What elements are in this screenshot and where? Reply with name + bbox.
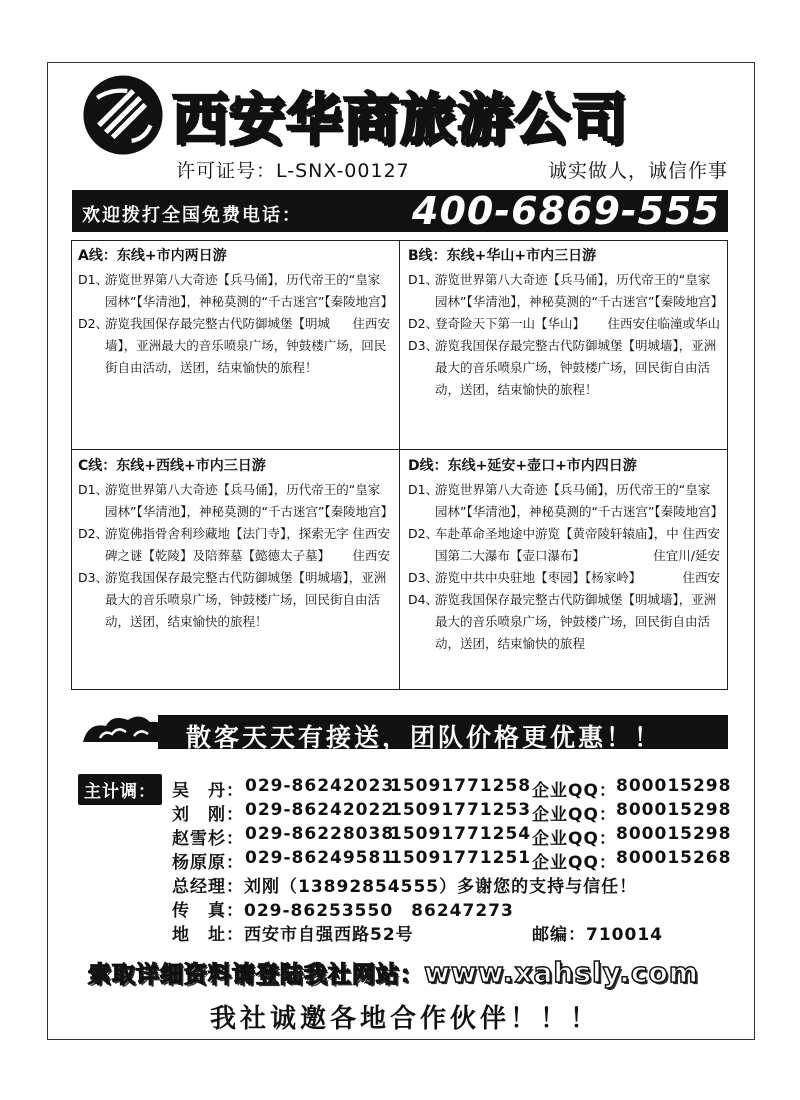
route-c xyxy=(78,455,394,633)
address-line: 地 址：西安市自强西路52号 xyxy=(172,925,414,945)
route-day: D2、 登奇险天下第一山【华山】 住西安 xyxy=(408,316,645,331)
postcode: 邮编：710014 xyxy=(532,925,663,945)
route-title: B线：东线+华山+市内三日游 xyxy=(408,248,597,264)
route-title: D线：东线+延安+壶口+市内四日游 xyxy=(408,458,637,474)
website-prefix: 索取详细资料请登陆我社网站： xyxy=(88,962,424,988)
promo-bar xyxy=(158,715,728,752)
grid-divider-horizontal xyxy=(72,449,727,450)
route-day: D3、 游览我国保存最完整古代防御城堡【明城墙】，亚洲最大的音乐喷泉广场，钟鼓楼广场，回民街自由活动，送团，结束愉快的旅程！ xyxy=(408,338,717,397)
route-day: D3、 游览中共中央驻地【枣园】【杨家岭】 住西安 xyxy=(408,570,720,585)
route-day: D2、 游览佛指骨舍利珍藏地【法门寺】，探索无字碑之谜【乾陵】及陪葬墓【懿德太子墓】 住西安 xyxy=(78,526,390,563)
hotline-number[interactable]: 400-6869-555 xyxy=(412,189,720,233)
route-d xyxy=(408,455,724,655)
route-day: D3、 游览我国保存最完整古代防御城堡【明城墙】，亚洲最大的音乐喷泉广场，钟鼓楼广场，回民街自由活动，送团，结束愉快的旅程！ xyxy=(78,570,387,629)
fax-line: 传 真：029-86253550 86247273 xyxy=(172,901,514,921)
route-grid xyxy=(71,240,728,690)
route-title: C线：东线+西线+市内三日游 xyxy=(78,458,266,474)
company-motto: 诚实做人，诚信作事 xyxy=(547,160,728,182)
route-day: D1、 游览世界第八大奇迹【兵马俑】，历代帝王的“皇家园林”【华清池】，神秘莫测的“千古迷宫”【秦陵地宫】 住西安 xyxy=(408,482,724,541)
route-day: D1、 游览世界第八大奇迹【兵马俑】，历代帝王的“皇家园林”【华清池】，神秘莫测的“千古迷宫”【秦陵地宫】 住临潼或华山 xyxy=(408,272,724,331)
website-link[interactable]: www.xahsly.com xyxy=(424,956,699,989)
route-day: D1、 游览世界第八大奇迹【兵马俑】，历代帝王的“皇家园林”【华清池】，神秘莫测的“千古迷宫”【秦陵地宫】 住西安 xyxy=(78,482,394,541)
general-manager: 总经理：刘刚（13892854555）多谢您的支持与信任！ xyxy=(172,877,638,897)
partner-invite: 我社诚邀各地合作伙伴！！！ xyxy=(210,1004,601,1034)
hotline-bar xyxy=(72,190,728,232)
grid-divider-vertical xyxy=(399,241,400,689)
promo-banner xyxy=(78,712,728,752)
company-logo-icon xyxy=(80,72,166,158)
route-b xyxy=(408,245,724,401)
license-number: 许可证号：L-SNX-00127 xyxy=(176,160,410,182)
route-day: D2、 游览我国保存最完整古代防御城堡【明城墙】，亚洲最大的音乐喷泉广场，钟鼓楼广场，回民街自由活动，送团，结束愉快的旅程！ xyxy=(78,316,387,375)
company-name: 西安华商旅游公司 xyxy=(172,88,628,153)
promo-text: 散客天天有接送，团队价格更优惠！！ xyxy=(186,723,663,752)
contact-tag: 主计调： xyxy=(78,774,162,805)
route-a xyxy=(78,245,394,379)
route-title: A线：东线+市内两日游 xyxy=(78,248,227,264)
route-day: D2、 车赴革命圣地途中游览【黄帝陵轩辕庙】，中国第二大瀑布【壶口瀑布】 住宜川/延安 xyxy=(408,526,720,563)
website-line xyxy=(88,956,699,989)
hotline-label: 欢迎拨打全国免费电话： xyxy=(82,205,302,226)
route-day: D4、 游览我国保存最完整古代防御城堡【明城墙】，亚洲最大的音乐喷泉广场，钟鼓楼广场，回民街自由活动，送团，结束愉快的旅程 xyxy=(408,592,717,651)
route-day: D1、 游览世界第八大奇迹【兵马俑】，历代帝王的“皇家园林”【华清池】，神秘莫测的“千古迷宫”【秦陵地宫】 住西安 xyxy=(78,272,394,331)
